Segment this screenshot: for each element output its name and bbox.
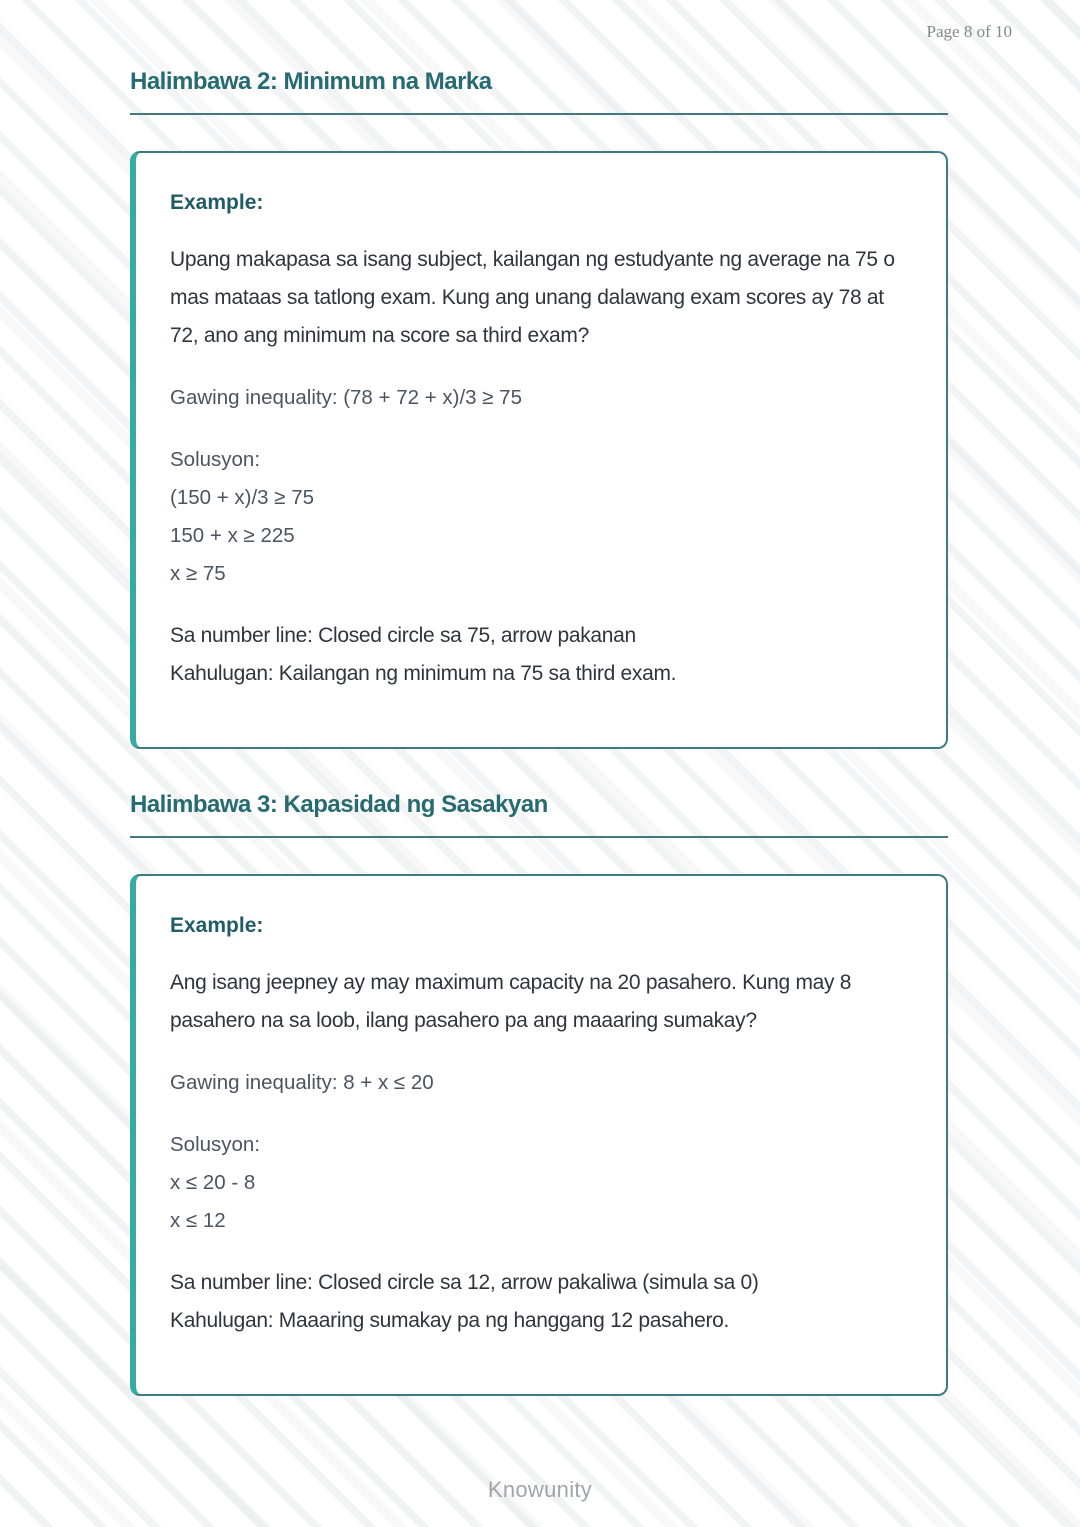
- solution-step: x ≤ 12: [170, 1208, 226, 1232]
- solution-step: x ≥ 75: [170, 561, 226, 585]
- page-indicator: Page 8 of 10: [926, 22, 1012, 41]
- problem-statement: Ang isang jeepney ay may maximum capacity na 20 pasahero. Kung may 8 pasahero na sa loob, ilang pasahero pa ang maaaring sumakay?: [170, 970, 852, 1032]
- meaning-note: Kahulugan: Maaaring sumakay pa ng hanggang 12 pasahero.: [170, 1308, 730, 1332]
- solution-step: x ≤ 20 - 8: [170, 1170, 256, 1194]
- heading-divider: [130, 836, 948, 838]
- solution-block: [170, 441, 906, 593]
- solution-block: [170, 1126, 906, 1240]
- inequality-line: Gawing inequality: 8 + x ≤ 20: [170, 1070, 434, 1094]
- example-label: Example:: [170, 913, 264, 937]
- solution-step: (150 + x)/3 ≥ 75: [170, 485, 315, 509]
- number-line-note: Sa number line: Closed circle sa 12, arrow pakaliwa (simula sa 0): [170, 1270, 759, 1294]
- section-heading: Halimbawa 3: Kapasidad ng Sasakyan: [130, 790, 548, 818]
- section-heading: Halimbawa 2: Minimum na Marka: [130, 68, 492, 95]
- example-box: [130, 874, 948, 1396]
- footer-brand: Knowunity: [487, 1477, 593, 1502]
- inequality-line: Gawing inequality: (78 + 72 + x)/3 ≥ 75: [170, 385, 522, 409]
- solution-label: Solusyon:: [170, 447, 261, 471]
- heading-divider: [130, 113, 948, 115]
- section-halimbawa-2: [130, 68, 948, 749]
- document-content: [130, 0, 948, 1396]
- example-label: Example:: [170, 190, 264, 214]
- example-box: [130, 151, 948, 749]
- meaning-note: Kahulugan: Kailangan ng minimum na 75 sa third exam.: [170, 661, 677, 685]
- problem-statement: Upang makapasa sa isang subject, kailangan ng estudyante ng average na 75 o mas mataas sa tatlong exam. Kung ang unang dalawang exam scores ay 78 at 72, ano ang minimum na score sa third exam?: [170, 247, 895, 347]
- number-line-note: Sa number line: Closed circle sa 75, arrow pakanan: [170, 623, 636, 647]
- solution-label: Solusyon:: [170, 1132, 261, 1156]
- section-halimbawa-3: [130, 791, 948, 1396]
- solution-step: 150 + x ≥ 225: [170, 523, 295, 547]
